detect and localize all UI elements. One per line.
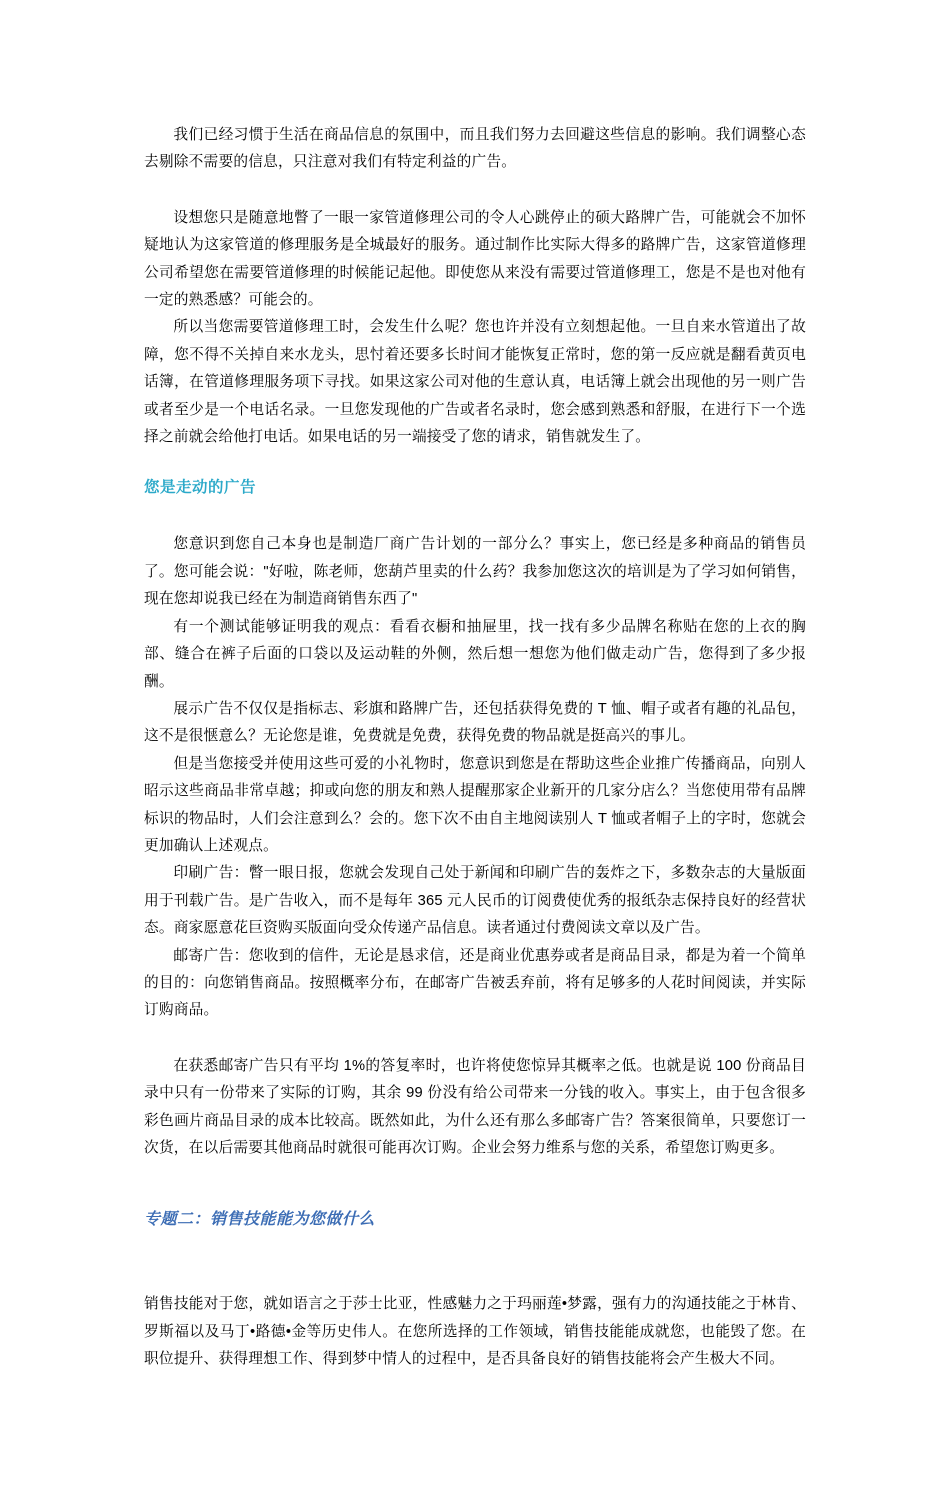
- body-paragraph-brand-test: 有一个测试能够证明我的观点：看看衣橱和抽屉里，找一找有多少品牌名称贴在您的上衣的胸部、缝合在裤子后面的口袋以及运动鞋的外侧，然后想一想您为他们做走动广告，您得到了多少报酬。: [144, 618, 806, 690]
- section-heading-topic-two: 专题二：销售技能能为您做什么: [144, 1211, 376, 1229]
- body-paragraph-free-gifts: 但是当您接受并使用这些可爱的小礼物时，您意识到您是在帮助这些企业推广传播商品，向别人昭示这些商品非常卓越；抑或向您的朋友和熟人提醒那家企业新开的几家分店么？当您使用带有品牌标识的物品时，人们会注意到么？会的。您下次不由自主地阅读别人 T 恤或者帽子上的字时，您就会更加确认上述观点。: [144, 755, 806, 854]
- body-paragraph-print-ads: 印刷广告：瞥一眼日报，您就会发现自己处于新闻和印刷广告的轰炸之下，多数杂志的大量版面用于刊载广告。是广告收入，而不是每年 365 元人民币的订阅费使优秀的报纸杂志保持良好的经营状态。商家愿意花巨资购买版面向受众传递产品信息。读者通过付费阅读文章以及广告。: [144, 865, 806, 937]
- body-paragraph-response-rate: 在获悉邮寄广告只有平均 1%的答复率时，也许将使您惊异其概率之低。也就是说 100 份商品目录中只有一份带来了实际的订购，其余 99 份没有给公司带来一分钱的收入。事实上，由于包含很多彩色画片商品目录的成本比较高。既然如此，为什么还有那么多邮寄广告？答案很简单，只要您订一次货，在以后需要其他商品时就很可能再次订购。企业会努力维系与您的关系，希望您订购更多。: [144, 1057, 806, 1156]
- body-paragraph-display-ads: 展示广告不仅仅是指标志、彩旗和路牌广告，还包括获得免费的 T 恤、帽子或者有趣的礼品包，这不是很惬意么？无论您是谁，免费就是免费，获得免费的物品就是挺高兴的事儿。: [144, 700, 806, 745]
- body-paragraph-sales-skills: 销售技能对于您，就如语言之于莎士比亚，性感魅力之于玛丽莲•梦露，强有力的沟通技能之于林肯、罗斯福以及马丁•路德•金等历史伟人。在您所选择的工作领域，销售技能能成就您，也能毁了您。在职位提升、获得理想工作、得到梦中情人的过程中，是否具备良好的销售技能将会产生极大不同。: [144, 1296, 806, 1368]
- body-paragraph-plumber: 所以当您需要管道修理工时，会发生什么呢？您也许并没有立刻想起他。一旦自来水管道出了故障，您不得不关掉自来水龙头，思忖着还要多长时间才能恢复正常时，您的第一反应就是翻看黄页电话簿，在管道修理服务项下寻找。如果这家公司对他的生意认真，电话簿上就会出现他的另一则广告或者至少是一个电话名录。一旦您发现他的广告或者名录时，您会感到熟悉和舒服，在进行下一个选择之前就会给他打电话。如果电话的另一端接受了您的请求，销售就发生了。: [144, 319, 806, 446]
- body-paragraph-mail-ads: 邮寄广告：您收到的信件，无论是恳求信，还是商业优惠券或者是商品目录，都是为着一个简单的目的：向您销售商品。按照概率分布，在邮寄广告被丢弃前，将有足够多的人花时间阅读，并实际订购商品。: [144, 947, 806, 1019]
- body-paragraph-commodity-info: 我们已经习惯于生活在商品信息的氛围中，而且我们努力去回避这些信息的影响。我们调整心态去剔除不需要的信息，只注意对我们有特定利益的广告。: [144, 127, 806, 171]
- body-paragraph-manufacturer-plan: 您意识到您自己本身也是制造厂商广告计划的一部分么？事实上，您已经是多种商品的销售员了。您可能会说："好啦，陈老师，您葫芦里卖的什么药？我参加您这次的培训是为了学习如何销售，现在您却说我已经在为制造商销售东西了": [144, 536, 806, 608]
- section-heading-walking-advertisement: 您是走动的广告: [144, 479, 257, 497]
- body-paragraph-billboard: 设想您只是随意地瞥了一眼一家管道修理公司的令人心跳停止的硕大路牌广告，可能就会不加怀疑地认为这家管道的修理服务是全城最好的服务。通过制作比实际大得多的路牌广告，这家管道修理公司希望您在需要管道修理的时候能记起他。即使您从来没有需要过管道修理工，您是不是也对他有一定的熟悉感？可能会的。: [144, 209, 806, 309]
